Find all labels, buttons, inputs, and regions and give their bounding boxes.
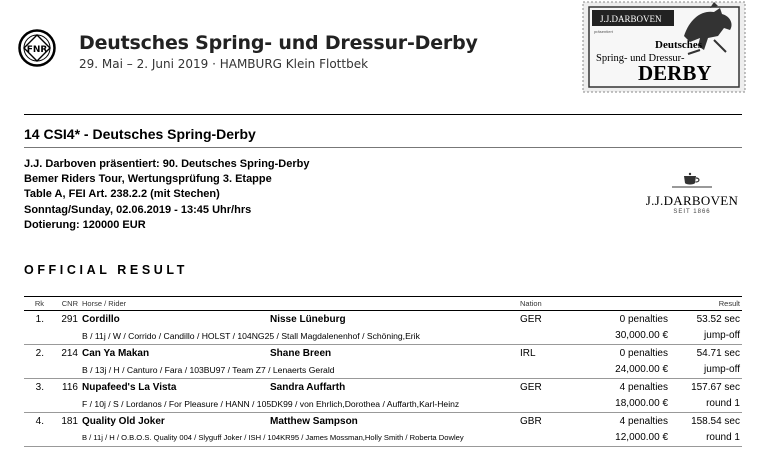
info-line: Bemer Riders Tour, Wertungsprüfung 3. Etappe — [24, 173, 272, 186]
nation: GBR — [520, 415, 542, 427]
fnr-logo-text: FNR — [26, 45, 48, 55]
round: round 1 — [670, 396, 742, 413]
horse-name: Quality Old Joker — [82, 415, 165, 427]
prize-money: 30,000.00 € — [570, 328, 670, 345]
time: 158.54 sec — [691, 415, 740, 427]
horse-name: Cordillo — [82, 313, 120, 325]
time: 53.52 sec — [696, 313, 740, 325]
coffee-cup-icon — [670, 172, 714, 188]
rank: 4. — [35, 415, 44, 427]
prize-money: 24,000.00 € — [570, 362, 670, 379]
penalties: 4 penalties — [619, 415, 668, 427]
sponsor-name: J.J.DARBOVEN — [645, 193, 739, 208]
table-row-details — [24, 362, 742, 379]
horse-name: Can Ya Makan — [82, 347, 150, 359]
penalties: 0 penalties — [619, 313, 668, 325]
sponsor-logo — [640, 172, 744, 215]
table-row — [24, 379, 742, 396]
table-row — [24, 345, 742, 362]
info-line: Table A, FEI Art. 238.2.2 (mit Stechen) — [24, 188, 220, 201]
event-subtitle: 29. Mai – 2. Juni 2019 · HAMBURG Klein Flottbek — [79, 57, 369, 71]
round: jump-off — [670, 362, 742, 379]
nation: GER — [520, 381, 542, 393]
rider-name: Matthew Sampson — [270, 415, 358, 427]
rank: 2. — [35, 347, 44, 359]
horse-details: B / 11j / W / Corrido / Candillo / HOLST / 104NG25 / Stall Magdalenenhof / Schöning,Erik — [80, 328, 570, 345]
info-line: Sonntag/Sunday, 02.06.2019 - 13:45 Uhr/hrs — [24, 203, 252, 216]
stamp-line1: Deutsches — [655, 39, 703, 51]
col-nation: Nation — [518, 297, 670, 311]
rider-name: Sandra Auffarth — [270, 381, 346, 393]
fnr-logo — [18, 29, 56, 67]
cnr: 181 — [61, 415, 78, 427]
sponsor-since: SEIT 1866 — [673, 209, 711, 215]
stamp-line3: DERBY — [638, 61, 712, 85]
table-row — [24, 413, 742, 430]
rank: 3. — [35, 381, 44, 393]
nation: GER — [520, 313, 542, 325]
penalties: 0 penalties — [619, 347, 668, 359]
official-result-heading: OFFICIAL RESULT — [24, 263, 188, 277]
cnr: 291 — [61, 313, 78, 325]
rider-name: Shane Breen — [270, 347, 332, 359]
time: 157.67 sec — [691, 381, 740, 393]
derby-stamp-logo — [580, 0, 750, 96]
col-horse-rider: Horse / Rider — [80, 297, 518, 311]
event-title: Deutsches Spring- und Dressur-Derby — [79, 32, 478, 54]
table-row-details — [24, 430, 742, 447]
horse-details: B / 13j / H / Canturo / Fara / 103BU97 / Team Z7 / Lenaerts Gerald — [80, 362, 570, 379]
prize-money: 18,000.00 € — [570, 396, 670, 413]
table-row-details — [24, 328, 742, 345]
stamp-sponsor: J.J.DARBOVEN — [600, 14, 662, 24]
stamp-presents: präsentiert — [594, 29, 613, 34]
title-rule — [24, 147, 742, 148]
time: 54.71 sec — [696, 347, 740, 359]
nation: IRL — [520, 347, 536, 359]
header-rule — [24, 114, 742, 115]
horse-name: Nupafeed's La Vista — [82, 381, 177, 393]
table-row-details — [24, 396, 742, 413]
rank: 1. — [35, 313, 44, 325]
round: round 1 — [670, 430, 742, 447]
prize-money: 12,000.00 € — [570, 430, 670, 447]
col-rk: Rk — [24, 297, 46, 311]
results-table — [24, 296, 742, 447]
cnr: 214 — [61, 347, 78, 359]
rider-name: Nisse Lüneburg — [270, 313, 346, 325]
table-header-row — [24, 297, 742, 311]
cnr: 116 — [62, 381, 78, 393]
table-row — [24, 311, 742, 328]
horse-details: B / 11j / H / O.B.O.S. Quality 004 / Slyguff Joker / ISH / 104KR95 / James Mossman,Holly Smith / Roberta Dowley — [80, 430, 570, 447]
info-line: J.J. Darboven präsentiert: 90. Deutsches Spring-Derby — [24, 158, 310, 170]
round: jump-off — [670, 328, 742, 345]
penalties: 4 penalties — [619, 381, 668, 393]
horse-details: F / 10j / S / Lordanos / For Pleasure / HANN / 105DK99 / von Ehrlich,Dorothea / Auffarth,Karl-Heinz — [80, 396, 570, 413]
competition-info — [24, 157, 309, 233]
info-line: Dotierung: 120000 EUR — [24, 218, 146, 231]
col-result: Result — [670, 297, 742, 311]
stamp-line2: Spring- und Dressur- — [596, 53, 685, 64]
competition-title: 14 CSI4* - Deutsches Spring-Derby — [24, 126, 256, 142]
col-cnr: CNR — [46, 297, 80, 311]
